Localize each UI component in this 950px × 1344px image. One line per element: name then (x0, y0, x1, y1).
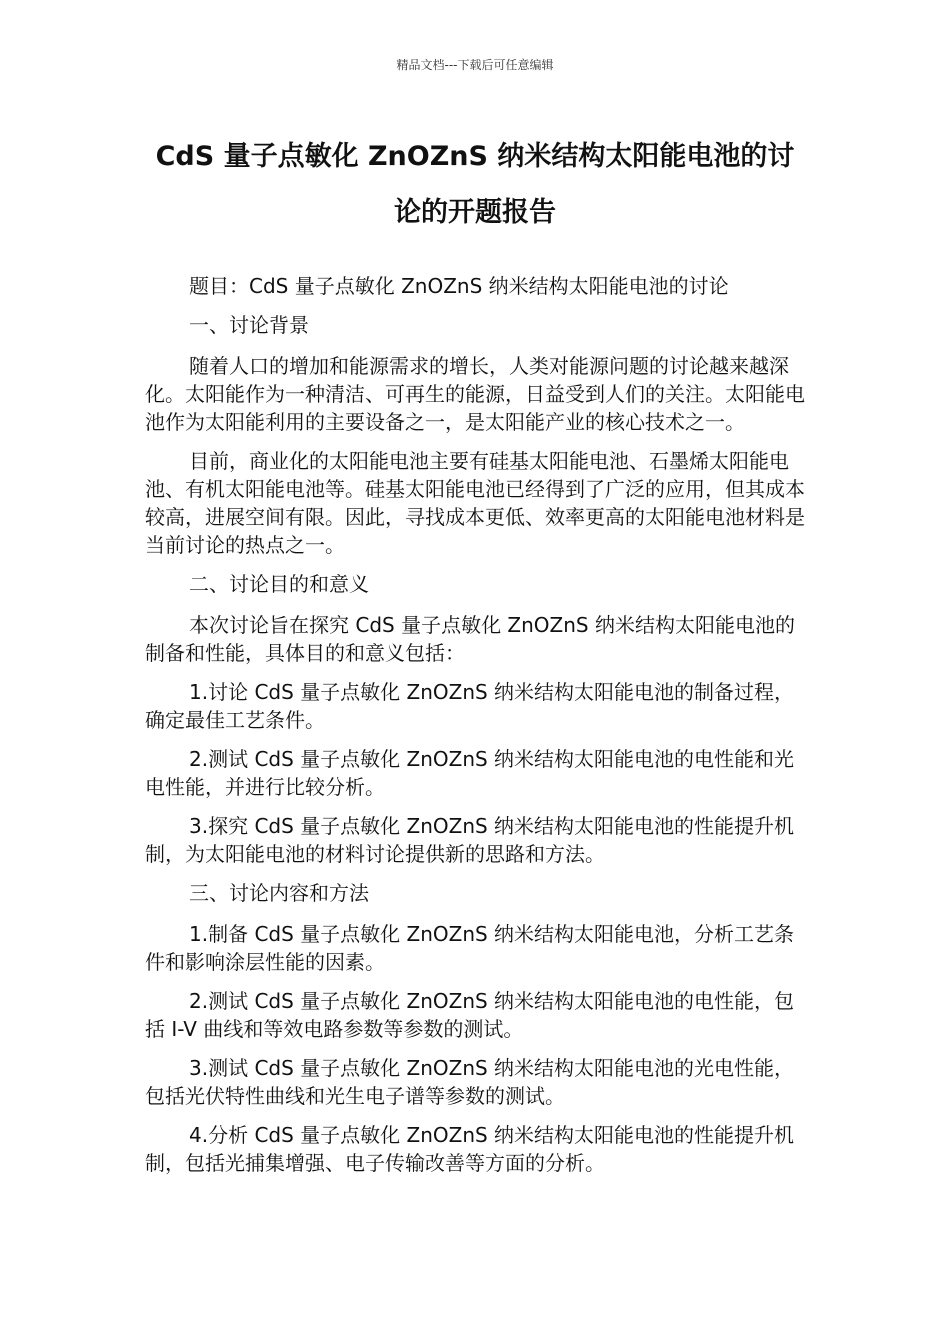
method-item-4: 4.分析 CdS 量子点敏化 ZnOZnS 纳米结构太阳能电池的性能提升机制，包括光捕集增强、电子传输改善等方面的分析。 (145, 1123, 795, 1175)
method-item-1: 1.制备 CdS 量子点敏化 ZnOZnS 纳米结构太阳能电池，分析工艺条件和影响涂层性能的因素。 (145, 922, 795, 974)
section-heading-methods: 三、讨论内容和方法 (189, 881, 369, 905)
background-paragraph-2: 目前，商业化的太阳能电池主要有硅基太阳能电池、石墨烯太阳能电池、有机太阳能电池等。硅基太阳能电池已经得到了广泛的应用，但其成本较高，进展空间有限。因此，寻找成本更低、效率更高的太阳能电池材料是当前讨论的热点之一。 (145, 449, 805, 557)
purpose-item-3: 3.探究 CdS 量子点敏化 ZnOZnS 纳米结构太阳能电池的性能提升机制，为太阳能电池的材料讨论提供新的思路和方法。 (145, 814, 795, 866)
section-heading-background: 一、讨论背景 (189, 313, 309, 337)
header-note: 精品文档---下载后可任意编辑 (396, 58, 554, 72)
purpose-item-2: 2.测试 CdS 量子点敏化 ZnOZnS 纳米结构太阳能电池的电性能和光电性能，并进行比较分析。 (145, 747, 795, 799)
purpose-intro: 本次讨论旨在探究 CdS 量子点敏化 ZnOZnS 纳米结构太阳能电池的制备和性能，具体目的和意义包括： (145, 613, 795, 665)
topic-line: 题目：CdS 量子点敏化 ZnOZnS 纳米结构太阳能电池的讨论 (189, 274, 729, 298)
method-item-2: 2.测试 CdS 量子点敏化 ZnOZnS 纳米结构太阳能电池的电性能，包括 I-V 曲线和等效电路参数等参数的测试。 (145, 989, 795, 1041)
background-paragraph-1: 随着人口的增加和能源需求的增长，人类对能源问题的讨论越来越深化。太阳能作为一种清洁、可再生的能源，日益受到人们的关注。太阳能电池作为太阳能利用的主要设备之一，是太阳能产业的核心技术之一。 (145, 354, 805, 434)
purpose-item-1: 1.讨论 CdS 量子点敏化 ZnOZnS 纳米结构太阳能电池的制备过程，确定最佳工艺条件。 (145, 680, 795, 732)
method-item-3: 3.测试 CdS 量子点敏化 ZnOZnS 纳米结构太阳能电池的光电性能，包括光伏特性曲线和光生电子谱等参数的测试。 (145, 1056, 795, 1108)
section-heading-purpose: 二、讨论目的和意义 (189, 572, 369, 596)
document-body (145, 272, 809, 1188)
document-title: CdS 量子点敏化 ZnOZnS 纳米结构太阳能电池的讨论的开题报告 (155, 141, 795, 228)
